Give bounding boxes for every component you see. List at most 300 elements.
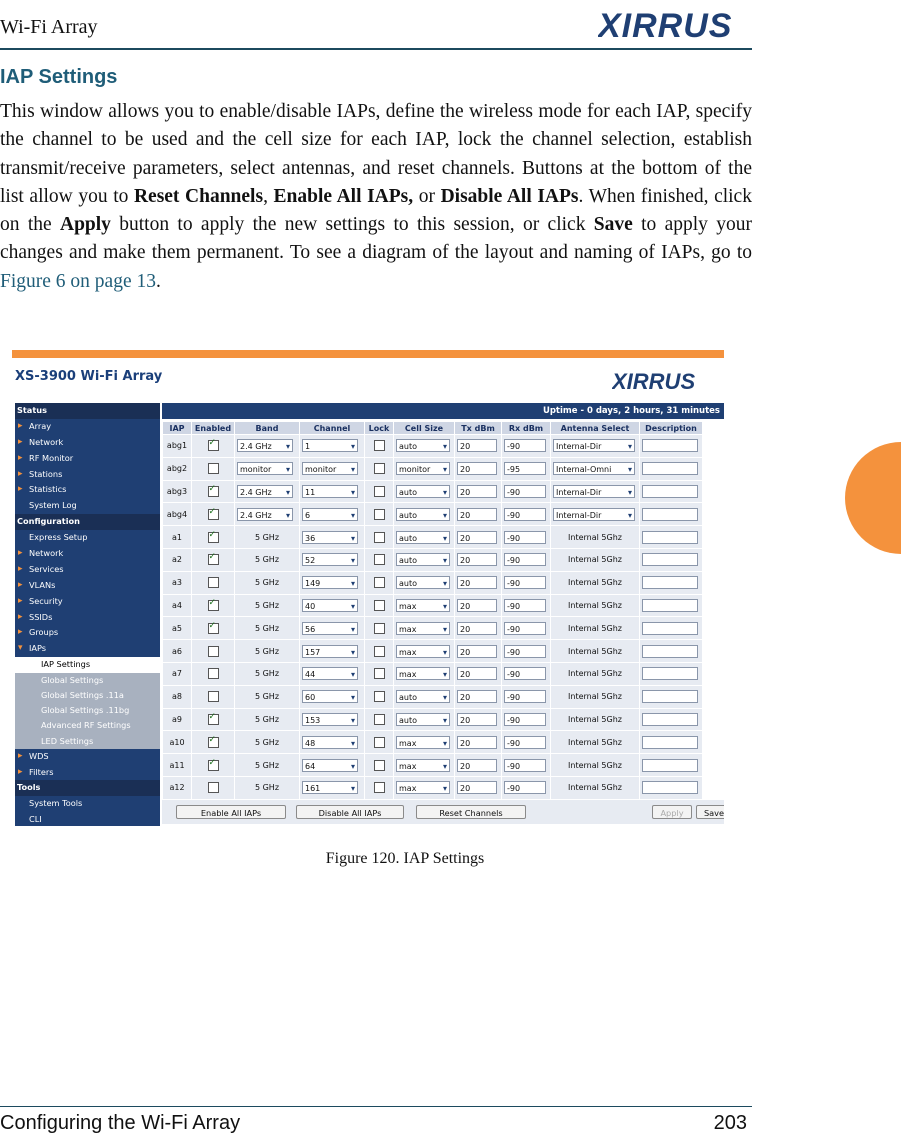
rx-dbm-input[interactable]: -90	[504, 576, 546, 589]
tx-cell	[455, 709, 501, 731]
column-header: Antenna Select	[551, 422, 639, 434]
lock-checkbox[interactable]	[374, 782, 385, 793]
channel-select[interactable]: 157 ▾	[302, 645, 358, 658]
rx-dbm-input[interactable]: -90	[504, 531, 546, 544]
column-header: Enabled	[192, 422, 234, 434]
description-cell	[640, 731, 702, 753]
cell-size-select[interactable]: auto ▾	[396, 439, 450, 452]
reset-channels-button[interactable]: Reset Channels	[416, 805, 526, 819]
band-select[interactable]: 2.4 GHz ▾	[237, 508, 293, 521]
band-cell	[235, 777, 299, 799]
sidebar-item[interactable]: ▸ Filters	[15, 765, 160, 781]
cell-size-cell	[394, 617, 454, 639]
enabled-cell	[192, 481, 234, 503]
antenna-cell	[551, 777, 639, 799]
antenna-cell	[551, 435, 639, 457]
rx-dbm-input[interactable]: -90	[504, 645, 546, 658]
lock-cell	[365, 617, 393, 639]
rx-dbm-input[interactable]: -90	[504, 759, 546, 772]
column-header: Lock	[365, 422, 393, 434]
cell-size-cell	[394, 640, 454, 662]
cell-size-cell	[394, 709, 454, 731]
lock-cell	[365, 458, 393, 480]
tx-dbm-input[interactable]: 20	[457, 713, 497, 726]
tx-dbm-input[interactable]: 20	[457, 485, 497, 498]
apply-button[interactable]: Apply	[652, 805, 692, 819]
enabled-checkbox[interactable]	[208, 668, 219, 679]
screenshot-title: XS-3900 Wi-Fi Array	[15, 369, 163, 384]
rx-cell	[502, 481, 550, 503]
rx-cell	[502, 435, 550, 457]
channel-select[interactable]: 56 ▾	[302, 622, 358, 635]
tx-cell	[455, 754, 501, 776]
enabled-cell	[192, 686, 234, 708]
cell-size-select[interactable]: auto ▾	[396, 531, 450, 544]
tx-dbm-input[interactable]: 20	[457, 576, 497, 589]
table-row	[163, 777, 702, 799]
antenna-cell	[551, 595, 639, 617]
rx-dbm-input[interactable]: -90	[504, 622, 546, 635]
description-input[interactable]	[642, 599, 698, 612]
enabled-cell	[192, 458, 234, 480]
channel-select[interactable]: 48 ▾	[302, 736, 358, 749]
sidebar-item[interactable]: Global Settings .11bg	[15, 703, 160, 718]
channel-cell	[300, 503, 364, 525]
table-row	[163, 663, 702, 685]
rx-cell	[502, 458, 550, 480]
rx-cell	[502, 526, 550, 548]
band-text: 5 GHz	[254, 578, 280, 588]
description-cell	[640, 549, 702, 571]
rx-dbm-input[interactable]: -90	[504, 599, 546, 612]
sidebar-item[interactable]: ▸ SSIDs	[15, 610, 160, 626]
sidebar-item[interactable]: ▸ Array	[15, 419, 160, 435]
antenna-cell	[551, 663, 639, 685]
antenna-cell	[551, 503, 639, 525]
rx-dbm-input[interactable]: -90	[504, 439, 546, 452]
antenna-select[interactable]: Internal-Dir ▾	[553, 439, 635, 452]
footer-rule	[0, 1106, 752, 1107]
sidebar-item[interactable]: ▸ VLANs	[15, 578, 160, 594]
tx-dbm-input[interactable]: 20	[457, 759, 497, 772]
cell-size-select[interactable]: auto ▾	[396, 485, 450, 498]
rx-dbm-input[interactable]: -90	[504, 690, 546, 703]
rx-dbm-input[interactable]: -90	[504, 736, 546, 749]
band-select[interactable]: monitor ▾	[237, 462, 293, 475]
lock-checkbox[interactable]	[374, 486, 385, 497]
band-text: 5 GHz	[254, 783, 280, 793]
band-select[interactable]: 2.4 GHz ▾	[237, 485, 293, 498]
lock-checkbox[interactable]	[374, 440, 385, 451]
band-text: 5 GHz	[254, 737, 280, 747]
enabled-cell	[192, 754, 234, 776]
tx-dbm-input[interactable]: 20	[457, 599, 497, 612]
cell-size-select[interactable]: max ▾	[396, 736, 450, 749]
rx-cell	[502, 709, 550, 731]
channel-select[interactable]: 44 ▾	[302, 667, 358, 680]
sidebar-item[interactable]: ▸ Security	[15, 594, 160, 610]
channel-cell	[300, 572, 364, 594]
lock-cell	[365, 549, 393, 571]
lock-cell	[365, 754, 393, 776]
enabled-checkbox[interactable]	[208, 532, 219, 543]
cell-size-select[interactable]: auto ▾	[396, 553, 450, 566]
channel-select[interactable]: monitor ▾	[302, 462, 358, 475]
rx-cell	[502, 503, 550, 525]
table-row	[163, 731, 702, 753]
save-button[interactable]: Save	[696, 805, 724, 819]
iap-name-cell: a6	[163, 640, 191, 662]
enabled-checkbox[interactable]	[208, 691, 219, 702]
band-cell	[235, 595, 299, 617]
sidebar-nav	[15, 403, 160, 826]
band-text: 5 GHz	[254, 532, 280, 542]
antenna-select[interactable]: Internal-Dir ▾	[553, 485, 635, 498]
band-cell	[235, 686, 299, 708]
cell-size-cell	[394, 663, 454, 685]
rx-cell	[502, 617, 550, 639]
tx-dbm-input[interactable]: 20	[457, 645, 497, 658]
description-input[interactable]	[642, 508, 698, 521]
antenna-cell	[551, 686, 639, 708]
description-cell	[640, 640, 702, 662]
disable-all-iaps-button[interactable]: Disable All IAPs	[296, 805, 404, 819]
channel-cell	[300, 754, 364, 776]
iap-name-cell: abg2	[163, 458, 191, 480]
cell-size-select[interactable]: max ▾	[396, 667, 450, 680]
table-row	[163, 481, 702, 503]
sidebar-item[interactable]: ▸ Groups	[15, 625, 160, 641]
lock-checkbox[interactable]	[374, 600, 385, 611]
channel-select[interactable]: 36 ▾	[302, 531, 358, 544]
band-text: 5 GHz	[254, 692, 280, 702]
tx-cell	[455, 777, 501, 799]
table-row	[163, 458, 702, 480]
antenna-text: Internal 5Ghz	[568, 555, 622, 565]
sidebar-item[interactable]: LED Settings	[15, 734, 160, 749]
lock-checkbox[interactable]	[374, 714, 385, 725]
tx-dbm-input[interactable]: 20	[457, 622, 497, 635]
cell-size-select[interactable]: auto ▾	[396, 576, 450, 589]
enabled-checkbox[interactable]	[208, 782, 219, 793]
lock-cell	[365, 640, 393, 662]
channel-cell	[300, 617, 364, 639]
description-input[interactable]	[642, 485, 698, 498]
band-text: 5 GHz	[254, 600, 280, 610]
lock-checkbox[interactable]	[374, 623, 385, 634]
sidebar-item[interactable]: ▸ Stations	[15, 467, 160, 483]
channel-select[interactable]: 40 ▾	[302, 599, 358, 612]
channel-cell	[300, 777, 364, 799]
sidebar-item[interactable]: Global Settings .11a	[15, 688, 160, 703]
lock-checkbox[interactable]	[374, 463, 385, 474]
antenna-select[interactable]: Internal-Omni ▾	[553, 462, 635, 475]
page-number: 203	[713, 1112, 747, 1134]
rx-cell	[502, 595, 550, 617]
enabled-checkbox[interactable]	[208, 463, 219, 474]
band-select[interactable]: 2.4 GHz ▾	[237, 439, 293, 452]
enabled-checkbox[interactable]	[208, 737, 219, 748]
description-input[interactable]	[642, 690, 698, 703]
antenna-cell	[551, 754, 639, 776]
rx-dbm-input[interactable]: -90	[504, 781, 546, 794]
iap-name-cell: abg1	[163, 435, 191, 457]
sidebar-item[interactable]: CLI	[29, 814, 42, 825]
lock-checkbox[interactable]	[374, 668, 385, 679]
tx-cell	[455, 640, 501, 662]
channel-cell	[300, 458, 364, 480]
description-cell	[640, 481, 702, 503]
cell-size-select[interactable]: max ▾	[396, 622, 450, 635]
table-header-row	[163, 422, 702, 434]
antenna-text: Internal 5Ghz	[568, 760, 622, 770]
rx-cell	[502, 572, 550, 594]
description-input[interactable]	[642, 645, 698, 658]
enabled-cell	[192, 526, 234, 548]
footer-chapter: Configuring the Wi-Fi Array	[0, 1112, 241, 1134]
table-row	[163, 503, 702, 525]
tx-cell	[455, 595, 501, 617]
enabled-checkbox[interactable]	[208, 646, 219, 657]
lock-cell	[365, 503, 393, 525]
cell-size-cell	[394, 458, 454, 480]
tx-dbm-input[interactable]: 20	[457, 781, 497, 794]
description-input[interactable]	[642, 781, 698, 794]
table-row	[163, 435, 702, 457]
screenshot-top-bar	[12, 350, 724, 358]
channel-select[interactable]: 52 ▾	[302, 553, 358, 566]
cell-size-select[interactable]: max ▾	[396, 599, 450, 612]
sidebar-item[interactable]: IAP Settings	[15, 657, 160, 673]
rx-cell	[502, 777, 550, 799]
rx-dbm-input[interactable]: -90	[504, 713, 546, 726]
enabled-cell	[192, 549, 234, 571]
table-row	[163, 526, 702, 548]
sidebar-item[interactable]: System Tools	[29, 798, 83, 809]
column-header: IAP	[163, 422, 191, 434]
iap-name-cell: a4	[163, 595, 191, 617]
description-input[interactable]	[642, 736, 698, 749]
rx-dbm-input[interactable]: -90	[504, 508, 546, 521]
description-input[interactable]	[642, 622, 698, 635]
cell-size-cell	[394, 777, 454, 799]
tx-dbm-input[interactable]: 20	[457, 553, 497, 566]
antenna-text: Internal 5Ghz	[568, 578, 622, 588]
channel-cell	[300, 709, 364, 731]
cell-size-select[interactable]: monitor ▾	[396, 462, 450, 475]
sidebar-item[interactable]: ▾ IAPs	[15, 641, 160, 657]
lock-cell	[365, 731, 393, 753]
enabled-cell	[192, 777, 234, 799]
lock-checkbox[interactable]	[374, 509, 385, 520]
description-cell	[640, 777, 702, 799]
sidebar-item[interactable]: Advanced RF Settings	[15, 718, 160, 733]
cell-size-cell	[394, 595, 454, 617]
column-header: Description	[640, 422, 702, 434]
band-cell	[235, 617, 299, 639]
sidebar-item[interactable]: ▸ RF Monitor	[15, 451, 160, 467]
cell-size-select[interactable]: auto ▾	[396, 508, 450, 521]
tx-dbm-input[interactable]: 20	[457, 531, 497, 544]
lock-checkbox[interactable]	[374, 760, 385, 771]
iap-name-cell: a7	[163, 663, 191, 685]
band-cell	[235, 435, 299, 457]
band-cell	[235, 754, 299, 776]
column-header: Channel	[300, 422, 364, 434]
cell-size-cell	[394, 754, 454, 776]
screenshot-logo	[612, 370, 722, 392]
channel-select[interactable]: 60 ▾	[302, 690, 358, 703]
table-row	[163, 640, 702, 662]
tx-dbm-input[interactable]: 20	[457, 462, 497, 475]
description-cell	[640, 595, 702, 617]
cell-size-select[interactable]: auto ▾	[396, 713, 450, 726]
antenna-text: Internal 5Ghz	[568, 714, 622, 724]
band-cell	[235, 458, 299, 480]
tx-cell	[455, 572, 501, 594]
sidebar-item[interactable]: ▸ Network	[15, 435, 160, 451]
lock-checkbox[interactable]	[374, 646, 385, 657]
tx-dbm-input[interactable]: 20	[457, 736, 497, 749]
enabled-checkbox[interactable]	[208, 577, 219, 588]
band-cell	[235, 481, 299, 503]
channel-select[interactable]: 153 ▾	[302, 713, 358, 726]
description-input[interactable]	[642, 667, 698, 680]
sidebar-item[interactable]: ▸ Statistics	[15, 482, 160, 498]
rx-dbm-input[interactable]: -95	[504, 462, 546, 475]
enabled-checkbox[interactable]	[208, 440, 219, 451]
tx-cell	[455, 549, 501, 571]
iap-name-cell: a2	[163, 549, 191, 571]
description-input[interactable]	[642, 713, 698, 726]
band-cell	[235, 663, 299, 685]
cell-size-select[interactable]: max ▾	[396, 645, 450, 658]
sidebar-item[interactable]: Global Settings	[15, 673, 160, 688]
channel-cell	[300, 549, 364, 571]
svg-text:XIRRUS: XIRRUS	[612, 370, 696, 392]
rx-dbm-input[interactable]: -90	[504, 485, 546, 498]
cell-size-cell	[394, 731, 454, 753]
enabled-checkbox[interactable]	[208, 714, 219, 725]
enabled-checkbox[interactable]	[208, 509, 219, 520]
antenna-select[interactable]: Internal-Dir ▾	[553, 508, 635, 521]
channel-select[interactable]: 161 ▾	[302, 781, 358, 794]
enabled-cell	[192, 572, 234, 594]
tx-cell	[455, 526, 501, 548]
band-cell	[235, 731, 299, 753]
tx-dbm-input[interactable]: 20	[457, 690, 497, 703]
channel-select[interactable]: 6 ▾	[302, 508, 358, 521]
column-header: Rx dBm	[502, 422, 550, 434]
rx-dbm-input[interactable]: -90	[504, 553, 546, 566]
lock-checkbox[interactable]	[374, 737, 385, 748]
sidebar-item[interactable]: ▸ Network	[15, 546, 160, 562]
rx-dbm-input[interactable]: -90	[504, 667, 546, 680]
sidebar-section: Configuration	[15, 514, 160, 530]
cell-size-select[interactable]: max ▾	[396, 781, 450, 794]
svg-text:XIRRUS: XIRRUS	[598, 8, 733, 42]
enabled-cell	[192, 640, 234, 662]
description-cell	[640, 435, 702, 457]
lock-cell	[365, 686, 393, 708]
lock-checkbox[interactable]	[374, 691, 385, 702]
enable-all-iaps-button[interactable]: Enable All IAPs	[176, 805, 286, 819]
iap-name-cell: a11	[163, 754, 191, 776]
enabled-cell	[192, 617, 234, 639]
cell-size-cell	[394, 435, 454, 457]
enabled-checkbox[interactable]	[208, 623, 219, 634]
lock-checkbox[interactable]	[374, 532, 385, 543]
channel-select[interactable]: 1 ▾	[302, 439, 358, 452]
tx-dbm-input[interactable]: 20	[457, 439, 497, 452]
lock-cell	[365, 526, 393, 548]
enabled-cell	[192, 595, 234, 617]
antenna-cell	[551, 709, 639, 731]
antenna-cell	[551, 572, 639, 594]
figure-caption: Figure 120. IAP Settings	[325, 850, 485, 867]
sidebar-item[interactable]: ▸ WDS	[15, 749, 160, 765]
enabled-checkbox[interactable]	[208, 554, 219, 565]
channel-select[interactable]: 11 ▾	[302, 485, 358, 498]
sidebar-item[interactable]: System Log	[29, 500, 77, 511]
description-input[interactable]	[642, 576, 698, 589]
antenna-text: Internal 5Ghz	[568, 737, 622, 747]
cell-size-cell	[394, 549, 454, 571]
tx-dbm-input[interactable]: 20	[457, 667, 497, 680]
enabled-checkbox[interactable]	[208, 600, 219, 611]
lock-cell	[365, 481, 393, 503]
description-input[interactable]	[642, 531, 698, 544]
lock-checkbox[interactable]	[374, 554, 385, 565]
tx-cell	[455, 686, 501, 708]
antenna-cell	[551, 617, 639, 639]
tx-cell	[455, 617, 501, 639]
cell-size-cell	[394, 686, 454, 708]
channel-cell	[300, 435, 364, 457]
lock-cell	[365, 595, 393, 617]
description-input[interactable]	[642, 439, 698, 452]
band-text: 5 GHz	[254, 555, 280, 565]
description-input[interactable]	[642, 553, 698, 566]
description-input[interactable]	[642, 759, 698, 772]
cell-size-select[interactable]: auto ▾	[396, 690, 450, 703]
iap-name-cell: abg3	[163, 481, 191, 503]
iap-table	[162, 421, 703, 800]
cell-size-select[interactable]: max ▾	[396, 759, 450, 772]
enabled-checkbox[interactable]	[208, 760, 219, 771]
lock-checkbox[interactable]	[374, 577, 385, 588]
channel-select[interactable]: 64 ▾	[302, 759, 358, 772]
figure-link[interactable]: Figure 6 on page 13	[0, 270, 156, 292]
enabled-checkbox[interactable]	[208, 486, 219, 497]
table-row	[163, 595, 702, 617]
description-input[interactable]	[642, 462, 698, 475]
enabled-cell	[192, 663, 234, 685]
tx-dbm-input[interactable]: 20	[457, 508, 497, 521]
antenna-cell	[551, 481, 639, 503]
sidebar-item[interactable]: Express Setup	[29, 532, 88, 543]
sidebar-item[interactable]: ▸ Services	[15, 562, 160, 578]
antenna-cell	[551, 549, 639, 571]
description-cell	[640, 754, 702, 776]
rx-cell	[502, 640, 550, 662]
channel-select[interactable]: 149 ▾	[302, 576, 358, 589]
band-text: 5 GHz	[254, 623, 280, 633]
channel-cell	[300, 731, 364, 753]
antenna-cell	[551, 731, 639, 753]
lock-cell	[365, 709, 393, 731]
channel-cell	[300, 663, 364, 685]
